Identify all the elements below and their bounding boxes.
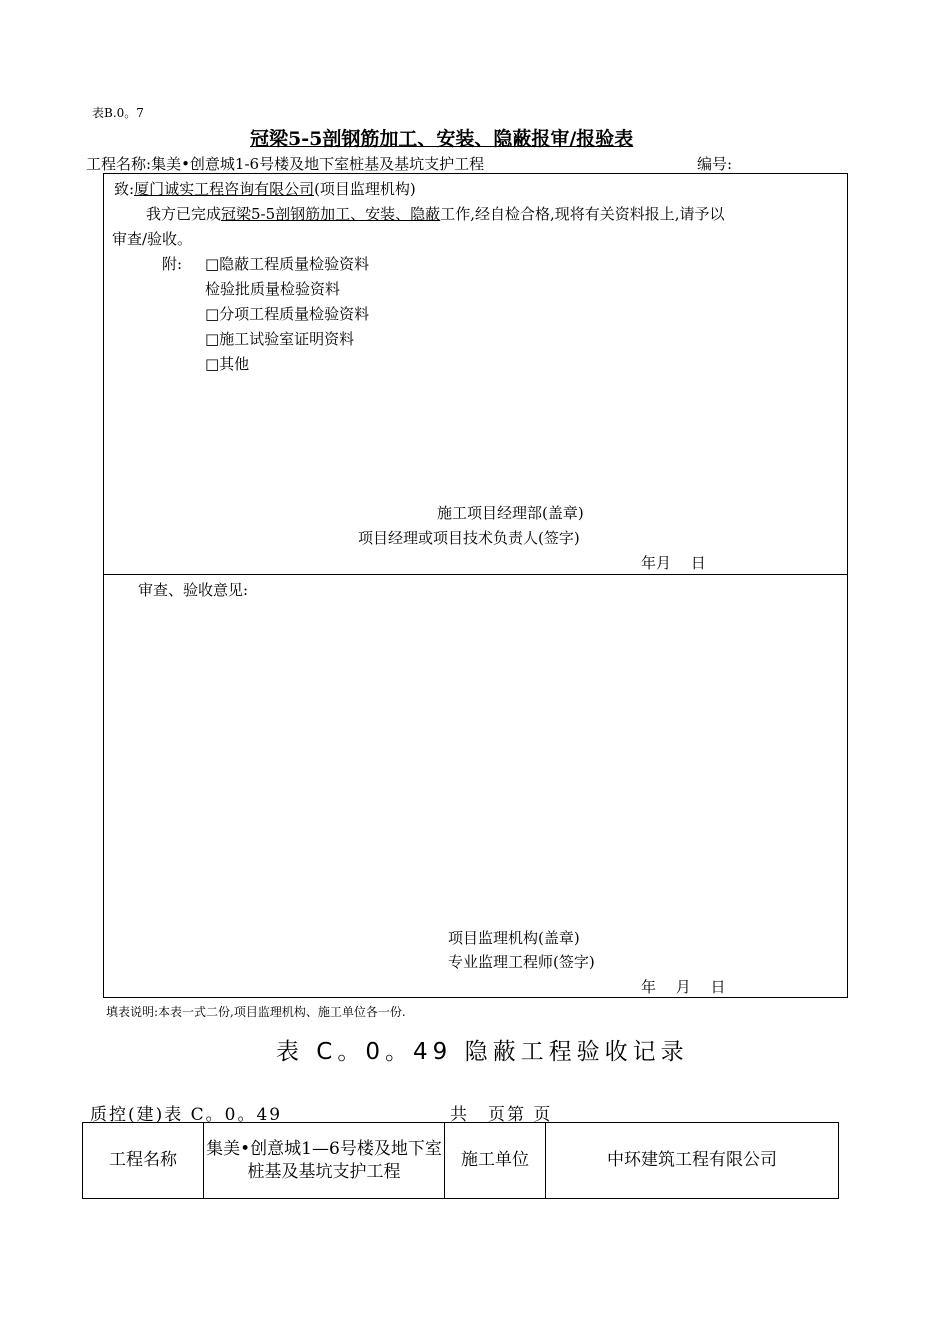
record-title: 表 C。0。49 隐蔽工程验收记录 <box>276 1039 689 1065</box>
form-code: 表B.0。7 <box>92 106 144 120</box>
supervisor-sign: 专业监理工程师(签字) <box>448 953 595 971</box>
date-1: 年月 日 <box>641 554 706 572</box>
record-pages: 共 页第 页 <box>450 1105 553 1125</box>
project-name: 集美•创意城1-6号楼及地下室桩基及基坑支护工程 <box>151 155 485 173</box>
body-line-1 <box>146 203 725 224</box>
contractor-stamp: 施工项目经理部(盖章) <box>437 504 584 522</box>
to-suffix: (项目监理机构) <box>314 180 416 198</box>
contractor-label: 施工单位 <box>445 1123 546 1199</box>
attachment-item: □施工试验室证明资料 <box>205 330 355 348</box>
table-row <box>83 1123 839 1199</box>
attachment-item: □隐蔽工程质量检验资料 <box>205 255 370 273</box>
contractor-value: 中环建筑工程有限公司 <box>546 1123 839 1199</box>
number-label: 编号: <box>697 155 733 173</box>
project-name-value: 集美•创意城1—6号楼及地下室桩基及基坑支护工程 <box>204 1123 445 1199</box>
attach-label: 附: <box>162 255 183 273</box>
attachment-item: □分项工程质量检验资料 <box>205 305 370 323</box>
project-line <box>86 153 484 174</box>
attachment-item: □其他 <box>205 355 250 373</box>
to-name: 厦门诚实工程咨询有限公司 <box>134 180 315 198</box>
body-prefix: 我方已完成 <box>146 205 222 223</box>
addressee-line <box>114 178 416 199</box>
to-label: 致: <box>114 180 135 198</box>
review-label: 审查、验收意见: <box>138 581 249 599</box>
contractor-sign: 项目经理或项目技术负责人(签字) <box>358 529 580 547</box>
footnote: 填表说明:本表一式二份,项目监理机构、施工单位各一份. <box>106 1005 406 1019</box>
project-name-label: 工程名称 <box>83 1123 204 1199</box>
project-label: 工程名称: <box>86 155 152 173</box>
record-info-table <box>82 1122 839 1199</box>
body-line-2: 审查/验收。 <box>112 230 193 248</box>
record-code: 质控(建)表 C。0。49 <box>90 1105 283 1125</box>
body-suffix: 工作,经自检合格,现将有关资料报上,请予以 <box>440 205 725 223</box>
form-title: 冠梁5-5剖钢筋加工、安装、隐蔽报审/报验表 <box>250 128 634 150</box>
body-work: 冠梁5-5剖钢筋加工、安装、隐蔽 <box>221 205 441 223</box>
date-2: 年 月 日 <box>641 978 726 996</box>
attachment-item: 检验批质量检验资料 <box>205 280 341 298</box>
supervisor-stamp: 项目监理机构(盖章) <box>448 929 580 947</box>
